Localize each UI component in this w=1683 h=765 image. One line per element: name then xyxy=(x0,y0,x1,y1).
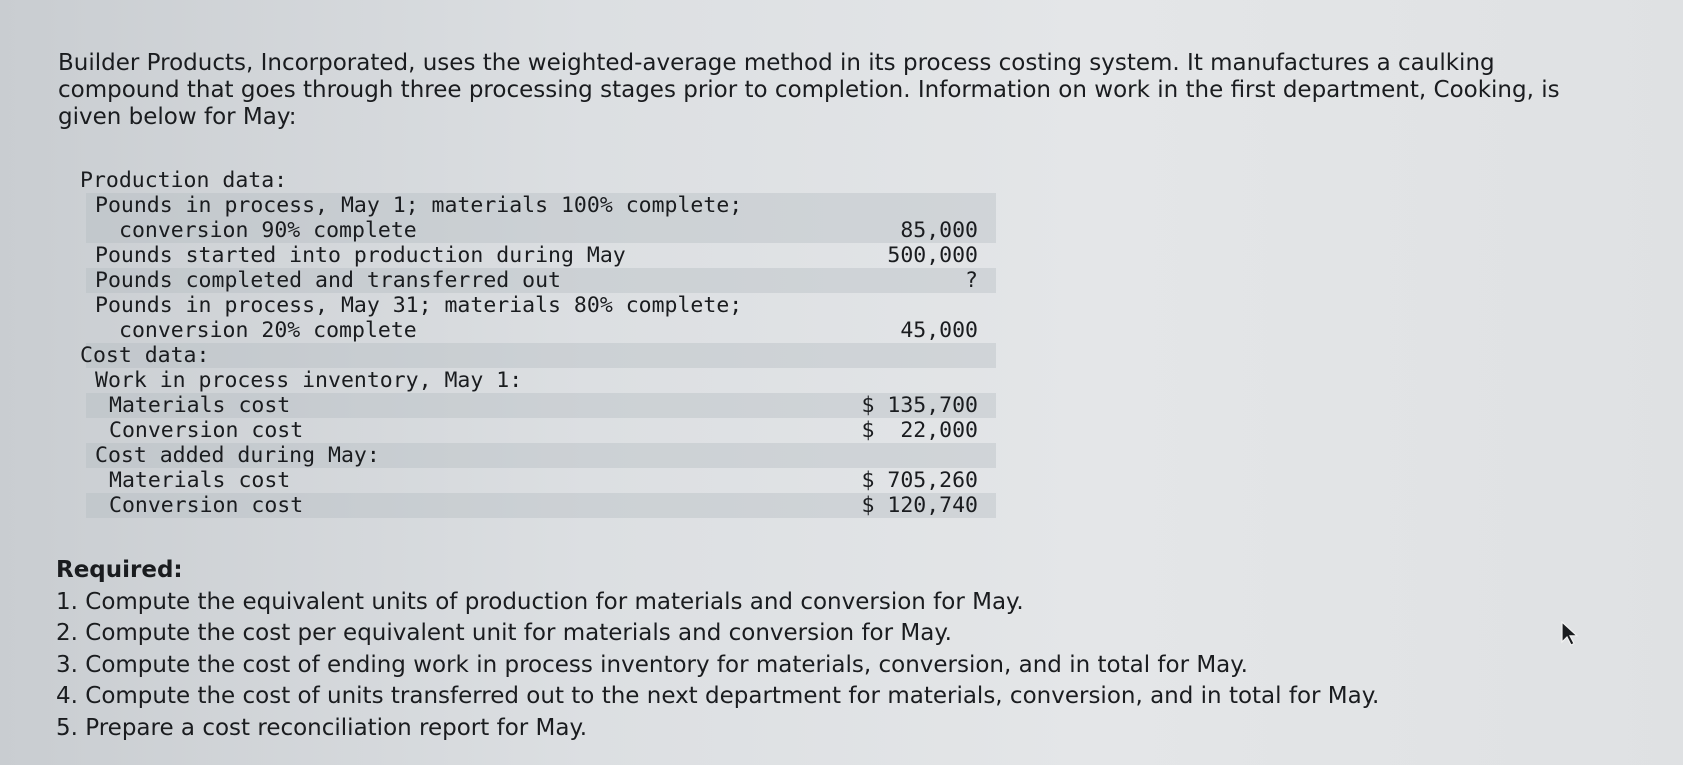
table-row xyxy=(86,418,996,443)
row-label: Pounds in process, May 1; materials 100% complete; xyxy=(95,193,743,218)
row-value: $ 135,700 xyxy=(861,393,978,418)
row-value: $ 120,740 xyxy=(861,493,978,518)
row-label: conversion 90% complete xyxy=(119,218,417,243)
list-item: 5. Prepare a cost reconciliation report for May. xyxy=(56,714,588,741)
row-value: 45,000 xyxy=(900,318,978,343)
row-label: Conversion cost xyxy=(109,418,304,443)
row-label: Pounds started into production during May xyxy=(95,243,626,268)
table-row xyxy=(86,493,996,518)
table-row xyxy=(86,393,996,418)
row-value: 500,000 xyxy=(887,243,978,268)
table-row xyxy=(86,468,996,493)
row-label: Materials cost xyxy=(109,393,291,418)
problem-intro: Builder Products, Incorporated, uses the weighted-average method in its process costing system. It manufactures a caulking compound that goes through three processing stages prior to completion. Information on work in the first department, Cooking, is given below for May: xyxy=(58,50,1560,130)
table-row xyxy=(86,293,996,318)
table-row xyxy=(86,193,996,218)
row-label: conversion 20% complete xyxy=(119,318,417,343)
table-row xyxy=(86,218,996,243)
table-row xyxy=(86,243,996,268)
table-row xyxy=(86,268,996,293)
row-label: Work in process inventory, May 1: xyxy=(95,368,523,393)
mouse-cursor-icon xyxy=(1559,621,1581,647)
row-label: Pounds completed and transferred out xyxy=(95,268,561,293)
row-value: $ 22,000 xyxy=(861,418,978,443)
cost-data-heading xyxy=(80,343,996,368)
row-label: Cost added during May: xyxy=(95,443,380,468)
list-item: 3. Compute the cost of ending work in process inventory for materials, conversion, and in total for May. xyxy=(56,651,1248,678)
row-value: ? xyxy=(965,268,978,293)
list-item: 4. Compute the cost of units transferred out to the next department for materials, conversion, and in total for May. xyxy=(56,683,1380,709)
production-data-heading xyxy=(80,168,996,193)
row-value: 85,000 xyxy=(900,218,978,243)
table-row xyxy=(86,318,996,343)
table-row xyxy=(86,368,996,393)
table-row xyxy=(86,443,996,468)
row-label: Production data: xyxy=(80,168,288,193)
data-table xyxy=(80,168,996,518)
row-value: $ 705,260 xyxy=(861,468,978,493)
required-heading: Required: xyxy=(56,557,183,583)
row-label: Conversion cost xyxy=(109,493,304,518)
required-section xyxy=(56,555,1506,744)
list-item: 2. Compute the cost per equivalent unit for materials and conversion for May. xyxy=(56,620,952,646)
list-item: 1. Compute the equivalent units of production for materials and conversion for May. xyxy=(56,588,1024,615)
row-label: Pounds in process, May 31; materials 80% complete; xyxy=(95,293,743,318)
row-label: Cost data: xyxy=(80,343,210,368)
row-label: Materials cost xyxy=(109,468,291,493)
